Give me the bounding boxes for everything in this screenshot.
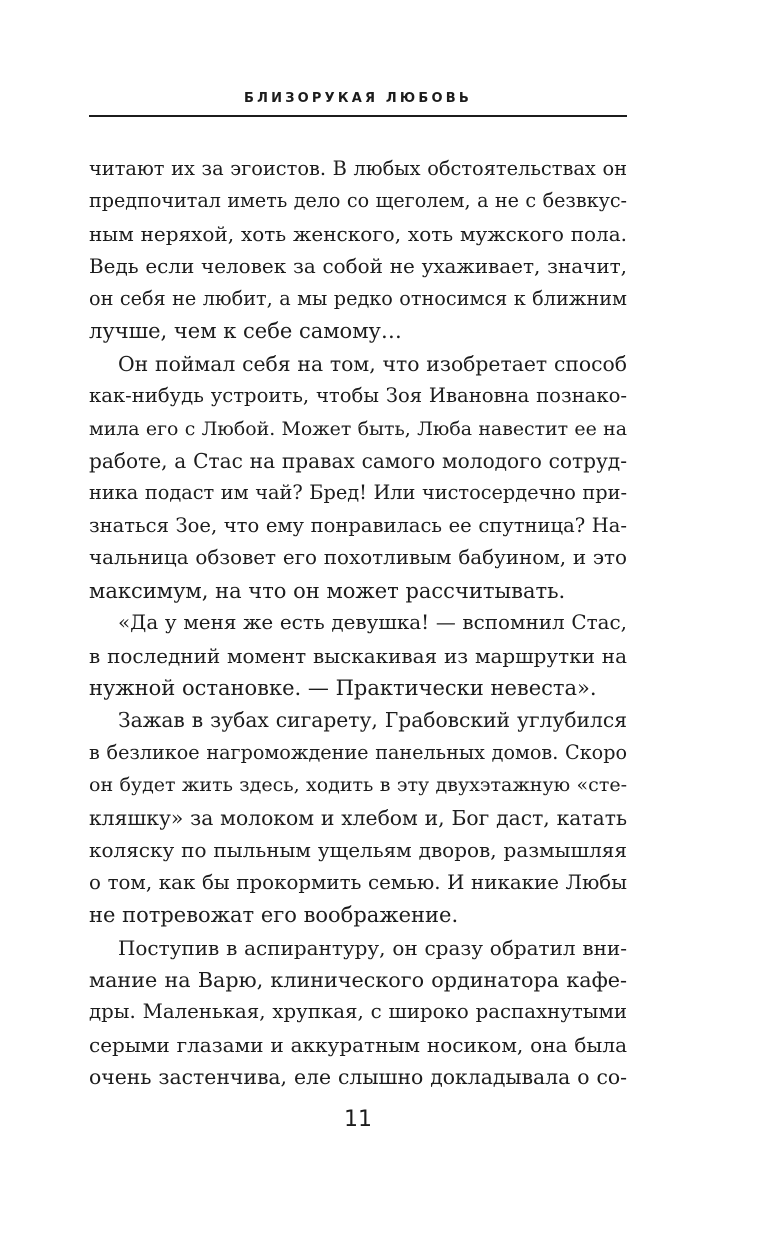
text-line: ника подаст им чай? Бред! Или чистосердечно при-	[89, 481, 627, 505]
text-line: серыми глазами и аккуратным носиком, она была	[89, 1032, 627, 1057]
text-line: дры. Маленькая, хрупкая, с широко распахнутыми	[89, 1000, 627, 1024]
text-line: в последний момент выскакивая из маршрутки на	[89, 643, 627, 668]
text-line: Он поймал себя на том, что изобретает способ	[118, 351, 627, 376]
text-line: Поступив в аспирантуру, он сразу обратил вни-	[118, 935, 627, 960]
text-line: не потревожат его воображение.	[89, 903, 459, 928]
header-rule	[89, 115, 627, 117]
text-line: максимум, на что он может рассчитывать.	[89, 578, 566, 603]
text-line: лучше, чем к себе самому…	[89, 319, 402, 344]
text-line: чальница обзовет его похотливым бабуином, и это	[89, 546, 627, 570]
body-text	[89, 153, 627, 1094]
text-line: мание на Варю, клинического ординатора кафе-	[89, 967, 627, 992]
text-line: он себя не любит, а мы редко относимся к ближним	[89, 286, 627, 310]
text-line: коляску по пыльным ущельям дворов, размышляя	[89, 838, 627, 863]
text-line: ным неряхой, хоть женского, хоть мужского пола.	[89, 221, 627, 246]
text-line: знаться Зое, что ему понравилась ее спутница? На-	[89, 513, 627, 537]
text-line: очень застенчива, еле слышно докладывала о со-	[89, 1065, 627, 1090]
text-line: кляшку» за молоком и хлебом и, Бог даст, катать	[89, 805, 627, 830]
text-line: Ведь если человек за собой не ухаживает, значит,	[89, 254, 627, 279]
text-line: он будет жить здесь, ходить в эту двухэтажную «сте-	[89, 774, 627, 797]
text-line: читают их за эгоистов. В любых обстоятельствах он	[89, 157, 627, 180]
text-line: в безликое нагромождение панельных домов. Скоро	[89, 740, 627, 764]
text-line: нужной остановке. — Практически невеста».	[89, 676, 597, 700]
text-line: «Да у меня же есть девушка! — вспомнил Стас,	[118, 611, 627, 635]
running-header: БЛИЗОРУКАЯ ЛЮБОВЬ	[244, 91, 472, 106]
text-line: предпочитал иметь дело со щеголем, а не с безвкус-	[89, 189, 627, 213]
text-line: как-нибудь устроить, чтобы Зоя Ивановна познако-	[89, 384, 627, 408]
page-number: 11	[344, 1107, 372, 1132]
text-line: о том, как бы прокормить семью. И никакие Любы	[89, 870, 627, 894]
text-line: работе, а Стас на правах самого молодого сотруд-	[89, 448, 627, 473]
text-line: Зажав в зубах сигарету, Грабовский углубился	[118, 708, 627, 733]
text-line: мила его с Любой. Может быть, Люба навестит ее на	[89, 417, 627, 440]
